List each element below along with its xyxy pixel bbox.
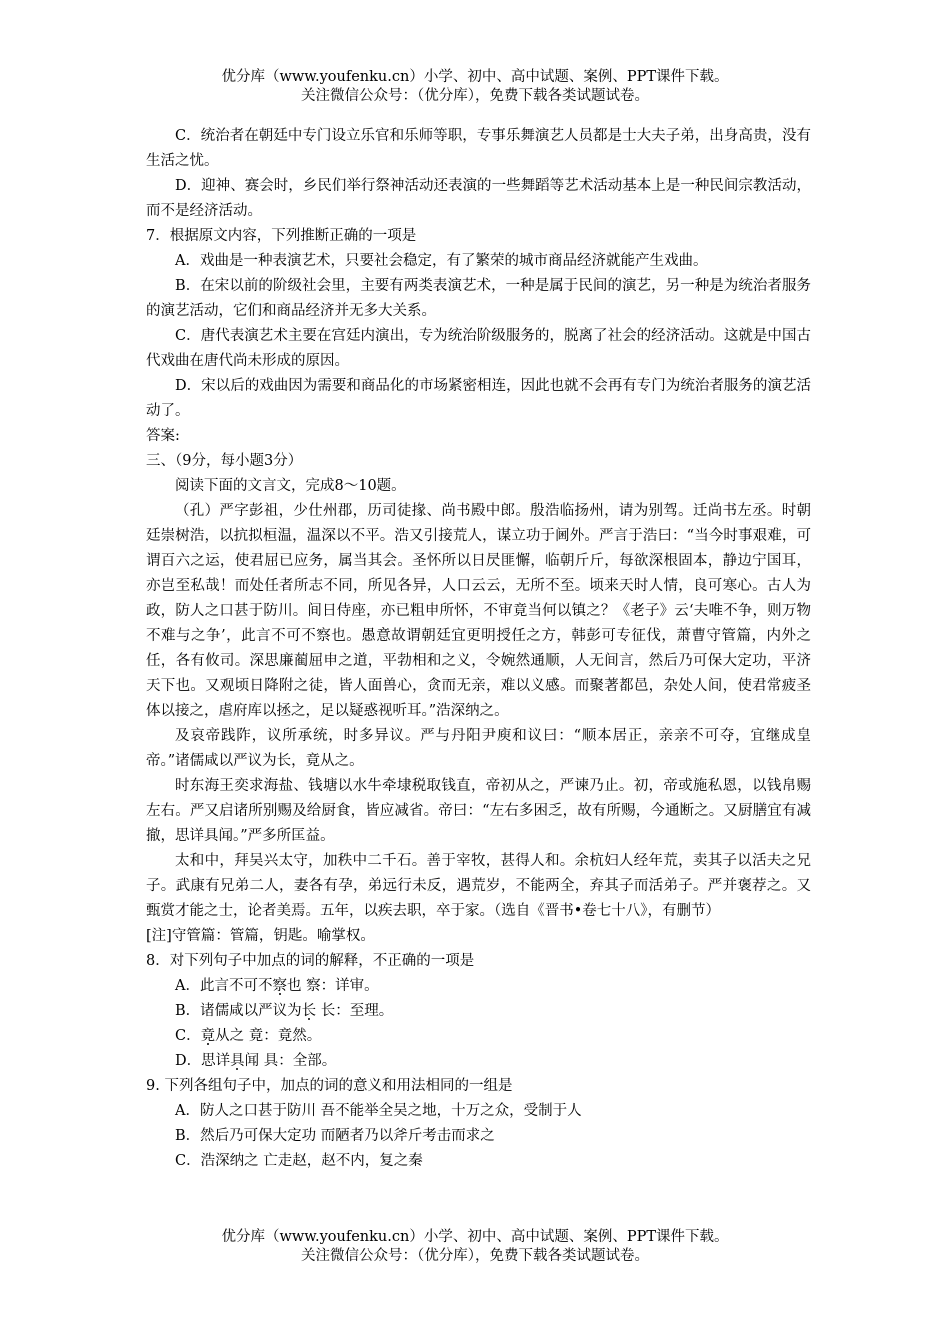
page-footer: [0, 1228, 950, 1266]
passage-paragraph-1: （孔）严字彭祖，少仕州郡，历司徒掾、尚书殿中郎。殷浩临扬州，请为别驾。迁尚书左丞。时朝廷崇树浩，以抗拟桓温，温深以不平。浩又引接荒人，谋立功于阃外。严言于浩曰：“当今时事艰难，可谓百六之运，使君屈已应务，属当其会。圣怀所以日昃匪懈，临朝斤斤，每欲深根固本，静边宁国耳，亦岂至私哉！而处任者所志不同，所见各异，人口云云，无所不至。顷来天时人情，良可寒心。古人为政，防人之口甚于防川。间日侍座，亦已粗申所怀，不审竟当何以镇之？《老子》云‘夫唯不争，则万物不难与之争’，此言不可不察也。愚意故谓朝廷宜更明授任之方，韩彭可专征伐，萧曹守管篇，内外之任，各有攸司。深思廉蔺屈申之道，平勃相和之义，令婉然通顺，人无间言，然后乃可保大定功，平济天下也。又观顷日降附之徒，皆人面兽心，贪而无亲，难以义感。而聚著都邑，杂处人间，使君常疲圣体以接之，虐府库以拯之，足以疑惑视听耳。”浩深纳之。: [146, 503, 811, 719]
header-line-2: 关注微信公众号：（优分库），免费下载各类试题试卷。: [301, 88, 649, 104]
document-body: [146, 124, 811, 1174]
footer-line-1: 优分库（www.youfenku.cn）小学、初中、高中试题、案例、PPT课件下载。: [221, 1229, 729, 1245]
q7-stem: 7．根据原文内容，下列推断正确的一项是: [146, 228, 417, 244]
passage-note: [注]守管篇：管篇，钥匙。喻掌权。: [146, 928, 375, 944]
q8a-dotted-word: 察: [272, 978, 287, 994]
q6-option-c: C．统治者在朝廷中专门设立乐官和乐师等职，专事乐舞演艺人员都是士大夫子弟，出身高贵，没有生活之忧。: [146, 128, 811, 169]
q8c-text-pre: C．: [175, 1028, 201, 1044]
q8b-text-pre: B．诸儒咸以严议为: [175, 1003, 302, 1019]
q8-option-b: [146, 999, 811, 1024]
q8d-text-pre: D．思详: [175, 1053, 231, 1069]
q8-stem: 8．对下列句子中加点的词的解释，不正确的一项是: [146, 953, 475, 969]
q8-option-c: [146, 1024, 811, 1049]
q8c-text-post: 从之 竟：竟然。: [215, 1028, 322, 1044]
q7-option-b: B．在宋以前的阶级社会里，主要有两类表演艺术，一种是属于民间的演艺，另一种是为统治者服务的演艺活动，它们和商品经济并无多大关系。: [146, 278, 811, 319]
page-header: [0, 68, 950, 106]
q8b-dotted-word: 长: [301, 1003, 317, 1019]
q6-option-d: D．迎神、赛会时，乡民们举行祭神活动还表演的一些舞蹈等艺术活动基本上是一种民间宗教活动，而不是经济活动。: [146, 178, 811, 219]
q7-option-d: D．宋以后的戏曲因为需要和商品化的市场紧密相连，因此也就不会再有专门为统治者服务的演艺活动了。: [146, 378, 811, 419]
header-line-1: 优分库（www.youfenku.cn）小学、初中、高中试题、案例、PPT课件下载。: [221, 69, 729, 85]
q9-option-a: A．防人之口甚于防川 吾不能举全吴之地，十万之众，受制于人: [175, 1103, 582, 1119]
q8d-dotted-word: 具: [230, 1053, 245, 1069]
q8c-dotted-word: 竟: [200, 1028, 216, 1044]
q8a-text-pre: A．此言不可不: [175, 978, 273, 994]
q7-option-a: A．戏曲是一种表演艺术，只要社会稳定，有了繁荣的城市商品经济就能产生戏曲。: [175, 253, 708, 269]
q8b-text-post: 长：至理。: [316, 1003, 394, 1019]
answer-label: 答案:: [146, 428, 180, 444]
q9-option-c: C．浩深纳之 亡走赵，赵不内，复之秦: [175, 1153, 423, 1169]
section-three-heading: 三、（9分，每小题3分）: [146, 453, 303, 469]
q7-option-c: C．唐代表演艺术主要在宫廷内演出，专为统治阶级服务的，脱离了社会的经济活动。这就是中国古代戏曲在唐代尚未形成的原因。: [146, 328, 811, 369]
passage-paragraph-2: 及哀帝践阼，议所承统，时多异议。严与丹阳尹庾和议曰：“顺本居正，亲亲不可夺，宜继成皇帝。”诸儒咸以严议为长，竟从之。: [146, 728, 811, 769]
q8-option-a: [146, 974, 811, 999]
footer-line-2: 关注微信公众号：（优分库），免费下载各类试题试卷。: [301, 1248, 649, 1264]
reading-instruction: 阅读下面的文言文，完成8～10题。: [175, 478, 406, 494]
q8-option-d: [146, 1049, 811, 1074]
q9-option-b: B．然后乃可保大定功 而陋者乃以斧斤考击而求之: [175, 1128, 495, 1144]
q8d-text-post: 闻 具：全部。: [244, 1053, 337, 1069]
q9-stem: 9. 下列各组句子中，加点的词的意义和用法相同的一组是: [146, 1078, 513, 1094]
passage-paragraph-4: 太和中，拜吴兴太守，加秩中二千石。善于宰牧，甚得人和。余杭妇人经年荒，卖其子以活夫之兄子。武康有兄弟二人，妻各有孕，弟远行未反，遇荒岁，不能两全，弃其子而活弟子。严并褒荐之。又甄赏才能之士，论者美焉。五年，以疾去职，卒于家。（选自《晋书•卷七十八》，有删节）: [146, 853, 811, 919]
passage-paragraph-3: 时东海王奕求海盐、钱塘以水牛牵埭税取钱直，帝初从之，严谏乃止。初，帝或施私恩，以钱帛赐左右。严又启诸所别赐及给厨食，皆应减省。帝曰：“左右多困乏，故有所赐，今通断之。又厨膳宜有减撤，思详具闻。”严多所匡益。: [146, 778, 811, 844]
q8a-text-post: 也 察：详审。: [286, 978, 379, 994]
